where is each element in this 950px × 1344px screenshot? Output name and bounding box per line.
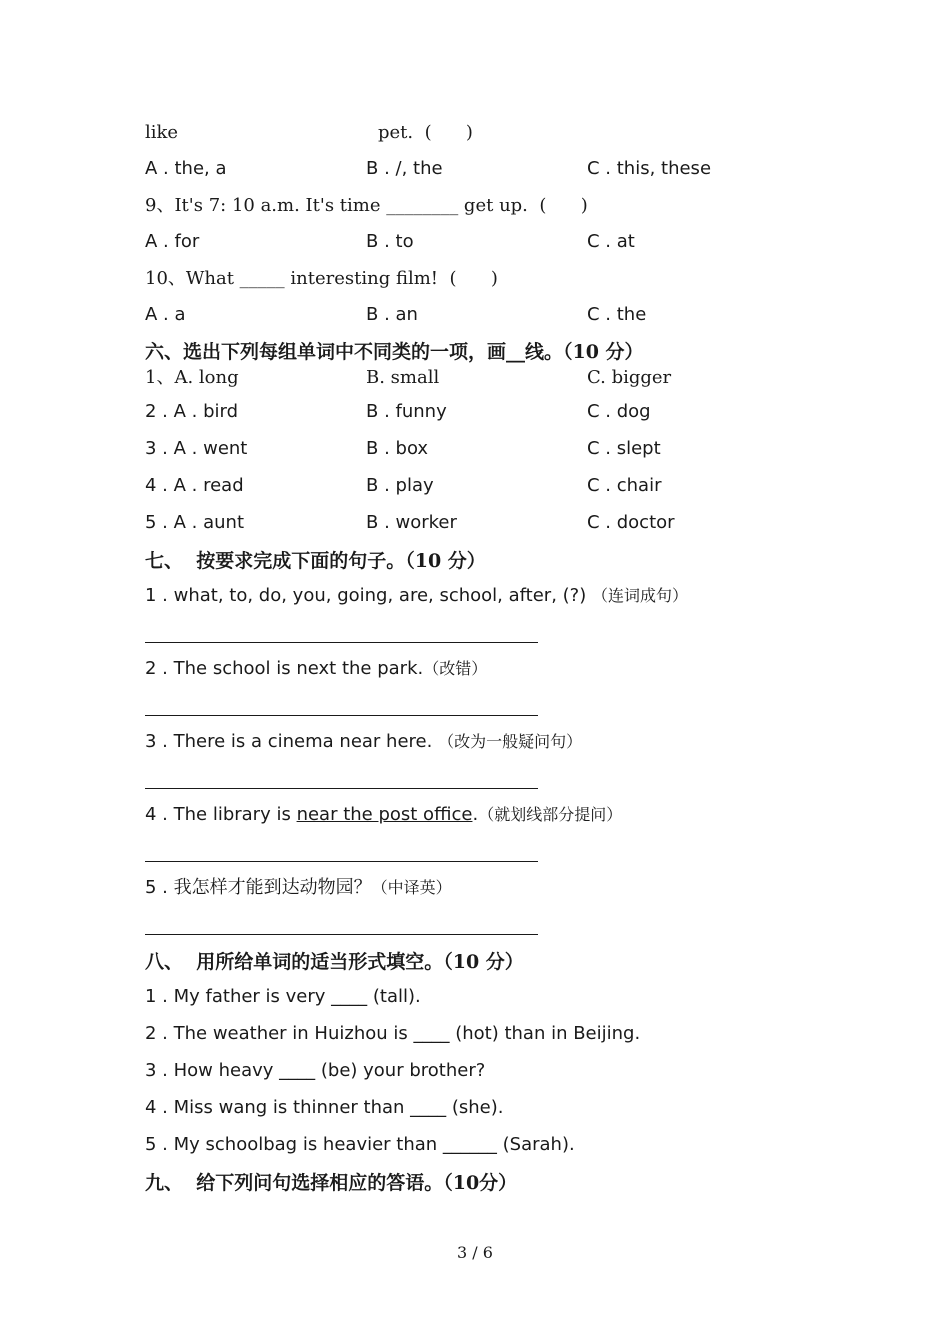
section9-title: 九、 给下列问句选择相应的答语。（10分） xyxy=(145,1172,518,1194)
s6-item5-b: B . worker xyxy=(366,512,457,533)
s6-item3-b: B . box xyxy=(366,438,429,459)
q10-option-c: C . the xyxy=(587,304,647,325)
q9-text: 9、It's 7: 10 a.m. It's time ________ get up. ( ) xyxy=(145,195,588,216)
section6-title: 六、选出下列每组单词中不同类的一项，画__线。（10 分） xyxy=(145,341,644,363)
q10-text: 10、What _____ interesting film! ( ) xyxy=(145,268,498,289)
s7-item1 xyxy=(145,584,688,608)
s6-item5-a: 5 . A . aunt xyxy=(145,512,244,533)
s7-item1-text: 1 . what, to, do, you, going, are, school, after, (?) xyxy=(145,585,587,606)
q8-tail-part2: pet. ( ) xyxy=(378,122,473,143)
s7-item2-text: 2 . The school is next the park. xyxy=(145,658,424,679)
s6-item5-c: C . doctor xyxy=(587,512,675,533)
q8-option-c: C . this, these xyxy=(587,158,712,179)
s8-item2: 2 . The weather in Huizhou is ____ (hot) than in Beijing. xyxy=(145,1023,641,1044)
s7-item4-text-pre: 4 . The library is xyxy=(145,804,297,825)
section8-title: 八、 用所给单词的适当形式填空。（10 分） xyxy=(145,951,524,973)
s6-item1-b: B. small xyxy=(366,367,440,388)
answer-line-1[interactable] xyxy=(145,642,538,643)
s7-item5-text: 5 . 我怎样才能到达动物园？ xyxy=(145,877,372,898)
s6-item2-c: C . dog xyxy=(587,401,651,422)
s6-item2-b: B . funny xyxy=(366,401,447,422)
s6-item1-c: C. bigger xyxy=(587,367,672,388)
answer-line-4[interactable] xyxy=(145,861,538,862)
section7-title: 七、 按要求完成下面的句子。（10 分） xyxy=(145,550,486,572)
q9-option-a: A . for xyxy=(145,231,200,252)
s7-item2-note: （改错） xyxy=(423,659,488,678)
s7-item4-underlined: near the post office xyxy=(296,804,473,825)
answer-line-2[interactable] xyxy=(145,715,538,716)
q8-option-a: A . the, a xyxy=(145,158,227,179)
s7-item4 xyxy=(145,803,622,827)
s6-item1-a: 1、A. long xyxy=(145,367,239,388)
answer-line-5[interactable] xyxy=(145,934,538,935)
q9-option-c: C . at xyxy=(587,231,635,252)
page-number: 3 / 6 xyxy=(457,1243,493,1262)
s7-item3 xyxy=(145,730,582,754)
q8-option-b: B . /, the xyxy=(366,158,443,179)
s6-item4-b: B . play xyxy=(366,475,434,496)
s7-item1-note: （连词成句） xyxy=(591,586,688,605)
q10-option-b: B . an xyxy=(366,304,418,325)
answer-line-3[interactable] xyxy=(145,788,538,789)
s8-item4: 4 . Miss wang is thinner than ____ (she). xyxy=(145,1097,504,1118)
q9-option-b: B . to xyxy=(366,231,414,252)
s7-item4-note: （就划线部分提问） xyxy=(478,805,623,824)
q8-tail-part1: like xyxy=(145,122,179,143)
s8-item5: 5 . My schoolbag is heavier than ______ (Sarah). xyxy=(145,1134,575,1155)
s7-item5 xyxy=(145,876,452,900)
s7-item4-text-post: . xyxy=(472,804,479,825)
s8-item1: 1 . My father is very ____ (tall). xyxy=(145,986,421,1007)
q10-option-a: A . a xyxy=(145,304,186,325)
s7-item5-note: （中译英） xyxy=(371,878,452,897)
s6-item4-c: C . chair xyxy=(587,475,662,496)
s7-item3-text: 3 . There is a cinema near here. xyxy=(145,731,433,752)
s8-item3: 3 . How heavy ____ (be) your brother? xyxy=(145,1060,486,1081)
s7-item3-note: （改为一般疑问句） xyxy=(438,732,583,751)
s6-item4-a: 4 . A . read xyxy=(145,475,244,496)
s7-item2 xyxy=(145,657,487,681)
s6-item3-c: C . slept xyxy=(587,438,661,459)
s6-item3-a: 3 . A . went xyxy=(145,438,248,459)
s6-item2-a: 2 . A . bird xyxy=(145,401,239,422)
